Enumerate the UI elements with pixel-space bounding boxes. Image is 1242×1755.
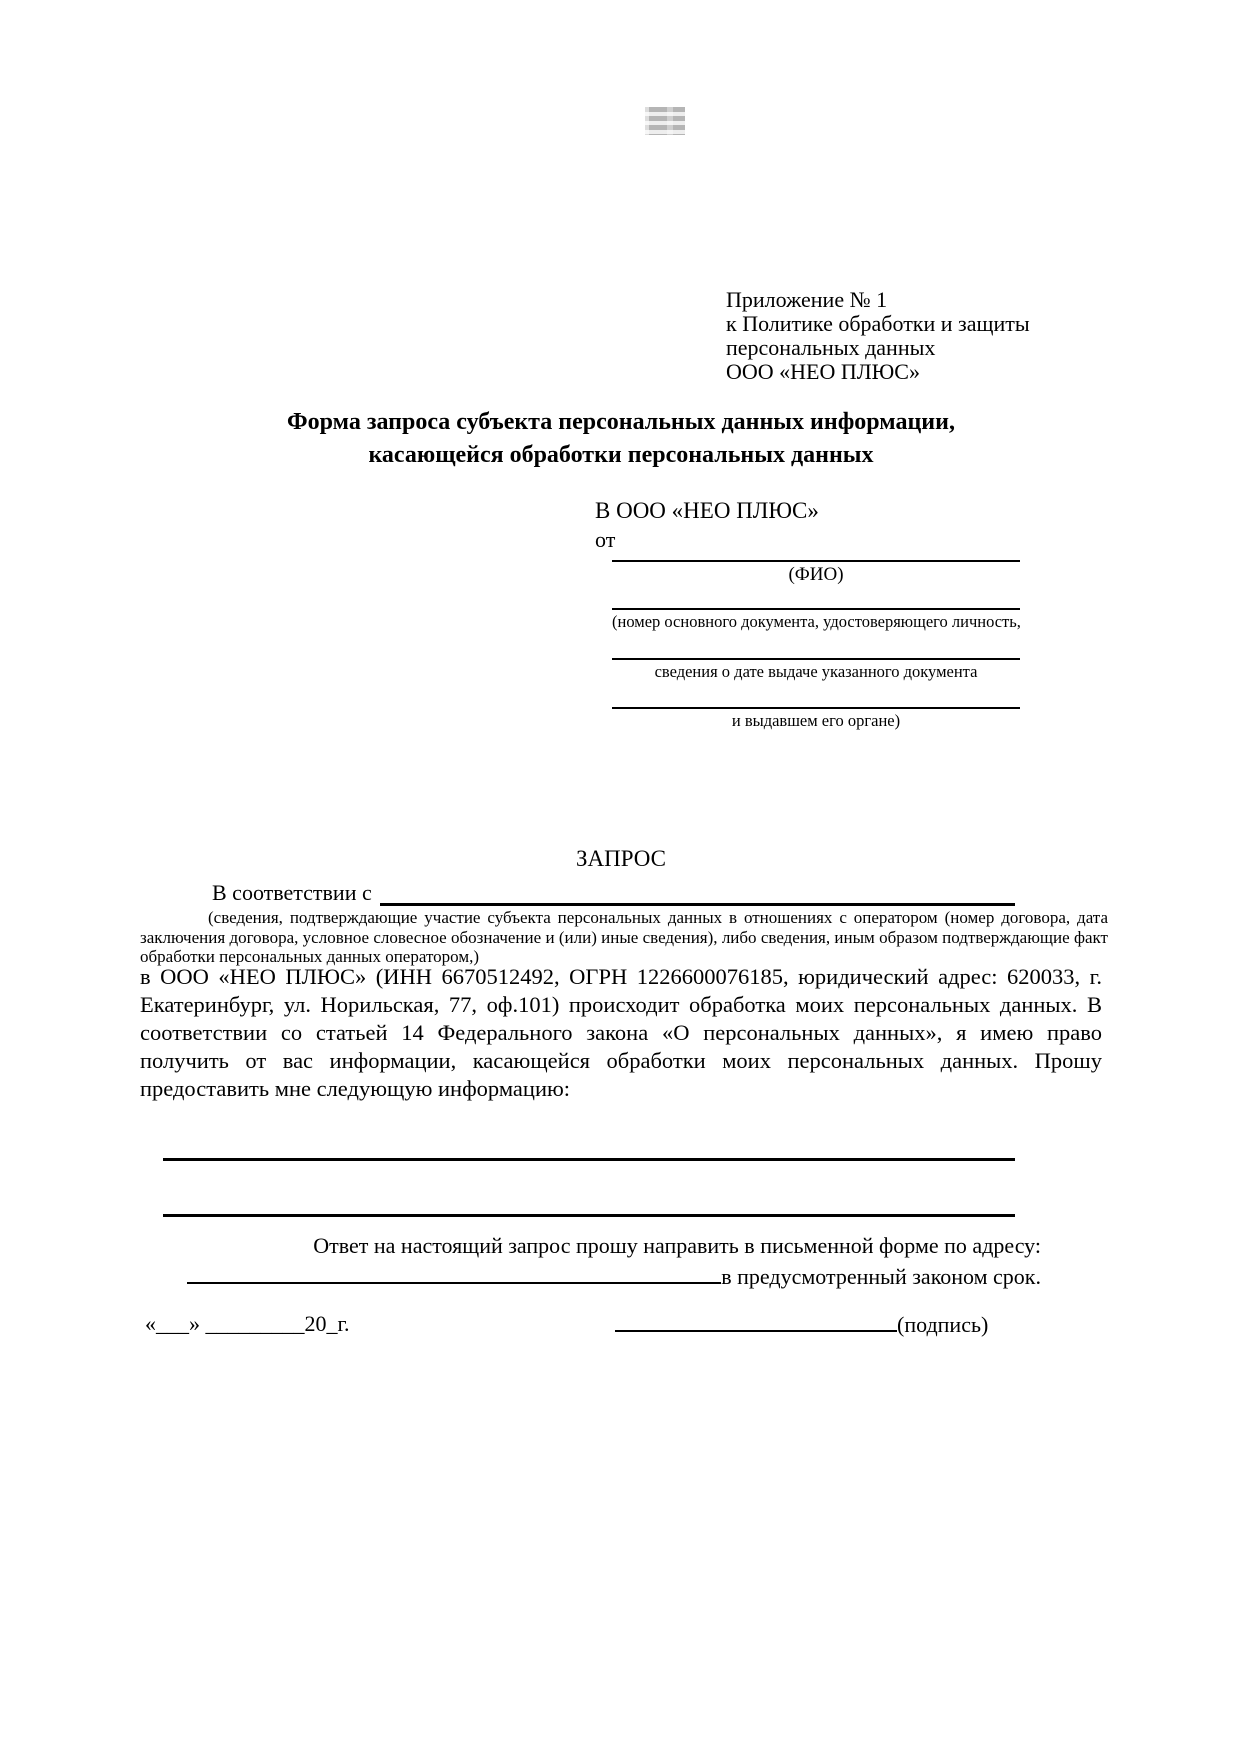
issuing-authority-caption: и выдавшем его органе) xyxy=(731,711,901,730)
document-number-field xyxy=(612,608,1020,631)
issue-date-field xyxy=(612,658,1020,681)
signature-blank-line xyxy=(615,1310,897,1332)
signature-area xyxy=(615,1310,988,1339)
document-number-caption: (номер основного документа, удостоверяющего личность, xyxy=(612,612,1021,631)
issuing-authority-blank-line xyxy=(612,707,1020,709)
issue-date-caption: сведения о дате выдаче указанного документа xyxy=(654,662,978,681)
addressee-to: В ООО «НЕО ПЛЮС» xyxy=(595,498,819,523)
fio-blank-line xyxy=(612,560,1020,562)
addressee-from-label: от xyxy=(595,527,616,552)
addressee-block xyxy=(595,497,1022,730)
appendix-line-3: персональных данных xyxy=(726,335,936,360)
date-line: «___» _________20_г. xyxy=(145,1311,350,1336)
appendix-line-2: к Политике обработки и защиты xyxy=(726,311,1030,336)
info-blank-line-1 xyxy=(163,1158,1015,1161)
basis-blank-line xyxy=(380,880,1015,906)
request-heading: ЗАПРОС xyxy=(575,846,667,871)
document-title-line-1: Форма запроса субъекта персональных данных информации, xyxy=(287,409,955,435)
reply-suffix: в предусмотренный законом срок. xyxy=(721,1264,1041,1289)
document-number-blank-line xyxy=(612,608,1020,610)
reply-instruction: Ответ на настоящий запрос прошу направить в письменной форме по адресу: xyxy=(313,1233,1041,1258)
appendix-block xyxy=(726,288,1030,384)
fine-print-note: (сведения, подтверждающие участие субъекта персональных данных в отношениях с оператором (номер договора, дата заключения договора, условное словесное обозначение и (или) иные сведения), либо сведения, иным образом подтверждающие факт обработки персональных данных оператором,) xyxy=(140,908,1108,966)
info-blank-line-2 xyxy=(163,1214,1015,1217)
fio-field xyxy=(612,560,1020,586)
faded-logo-image xyxy=(645,107,685,135)
issue-date-blank-line xyxy=(612,658,1020,660)
appendix-line-1: Приложение № 1 xyxy=(726,287,888,312)
document-title xyxy=(140,406,1102,472)
issuing-authority-field xyxy=(612,707,1020,730)
intro-prefix: В соответствии с xyxy=(212,880,372,905)
reply-block xyxy=(140,1230,1041,1292)
appendix-line-4: ООО «НЕО ПЛЮС» xyxy=(726,359,920,384)
request-body-paragraph: в ООО «НЕО ПЛЮС» (ИНН 6670512492, ОГРН 1226600076185, юридический адрес: 620033, г. Екатеринбург, ул. Норильская, 77, оф.101) происходит обработка моих персональных данных. В соответствии со статьей 14 Федерального закона «О персональных данных», я имею право получить от вас информации, касающейся обработки моих персональных данных. Прошу предоставить мне следующую информацию: xyxy=(140,964,1102,1101)
address-blank-line xyxy=(187,1262,721,1284)
document-title-line-2: касающейся обработки персональных данных xyxy=(368,442,874,468)
request-intro-line xyxy=(140,880,1015,906)
signature-caption: (подпись) xyxy=(897,1312,989,1337)
fio-caption: (ФИО) xyxy=(788,564,844,585)
reply-address-line xyxy=(140,1261,1041,1292)
